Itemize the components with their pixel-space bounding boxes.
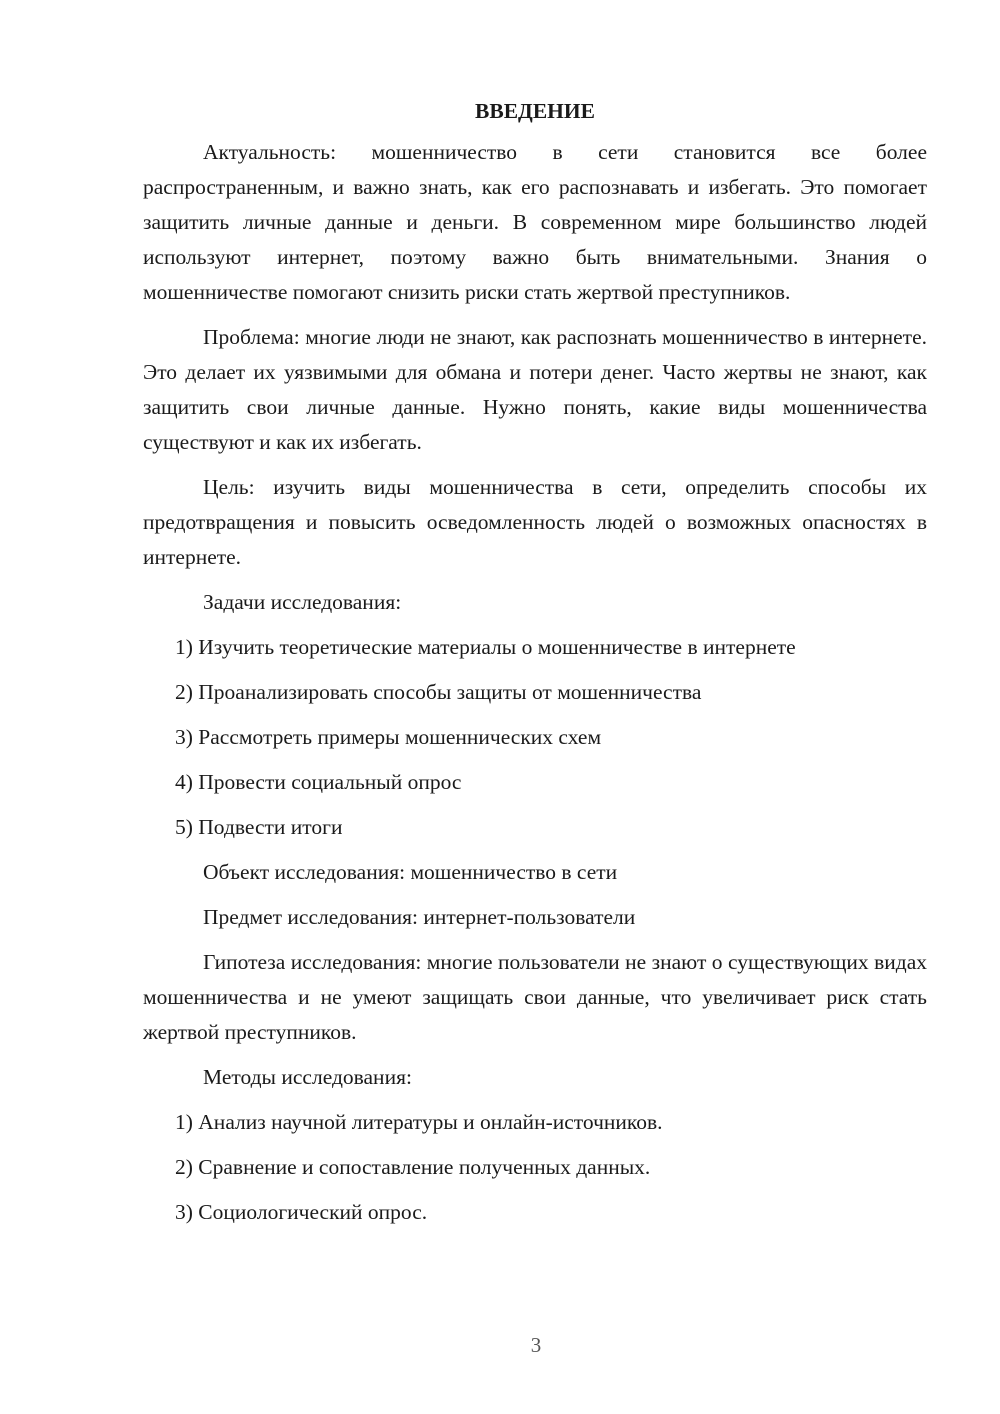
methods-heading: Методы исследования: bbox=[203, 1065, 412, 1089]
list-item: 1) Анализ научной литературы и онлайн-источников. bbox=[175, 1110, 663, 1134]
section-title: ВВЕДЕНИЕ bbox=[475, 99, 595, 123]
list-item: 2) Сравнение и сопоставление полученных данных. bbox=[175, 1155, 651, 1179]
list-item: 3) Рассмотреть примеры мошеннических схем bbox=[175, 725, 602, 749]
tasks-list bbox=[143, 630, 927, 845]
list-item: 5) Подвести итоги bbox=[175, 815, 343, 839]
list-item: 1) Изучить теоретические материалы о мошенничестве в интернете bbox=[175, 635, 796, 659]
document-body bbox=[143, 94, 927, 1240]
problem-paragraph: Проблема: многие люди не знают, как распознать мошенничество в интернете. Это делает их уязвимыми для обмана и потери денег. Часто жертвы не знают, как защитить свои личные данные. Нужно понять, какие виды мошенничества существуют и как их избегать. bbox=[143, 325, 927, 454]
goal-paragraph: Цель: изучить виды мошенничества в сети, определить способы их предотвращения и повысить осведомленность людей о возможных опасностях в интернете. bbox=[143, 475, 927, 569]
methods-list bbox=[143, 1105, 927, 1230]
list-item: 3) Социологический опрос. bbox=[175, 1200, 428, 1224]
relevance-paragraph: Актуальность: мошенничество в сети становится все более распространенным, и важно знать, как его распознавать и избегать. Это помогает защитить личные данные и деньги. В современном мире большинство людей используют интернет, поэтому важно быть внимательными. Знания о мошенничестве помогают снизить риски стать жертвой преступников. bbox=[143, 140, 927, 304]
subject-line: Предмет исследования: интернет-пользователи bbox=[203, 905, 636, 929]
list-item: 4) Провести социальный опрос bbox=[175, 770, 462, 794]
object-line: Объект исследования: мошенничество в сети bbox=[203, 860, 618, 884]
list-item: 2) Проанализировать способы защиты от мошенничества bbox=[175, 680, 702, 704]
page-number: 3 bbox=[530, 1333, 542, 1357]
tasks-heading: Задачи исследования: bbox=[203, 590, 402, 614]
hypothesis-paragraph: Гипотеза исследования: многие пользователи не знают о существующих видах мошенничества и не умеют защищать свои данные, что увеличивает риск стать жертвой преступников. bbox=[143, 950, 927, 1044]
